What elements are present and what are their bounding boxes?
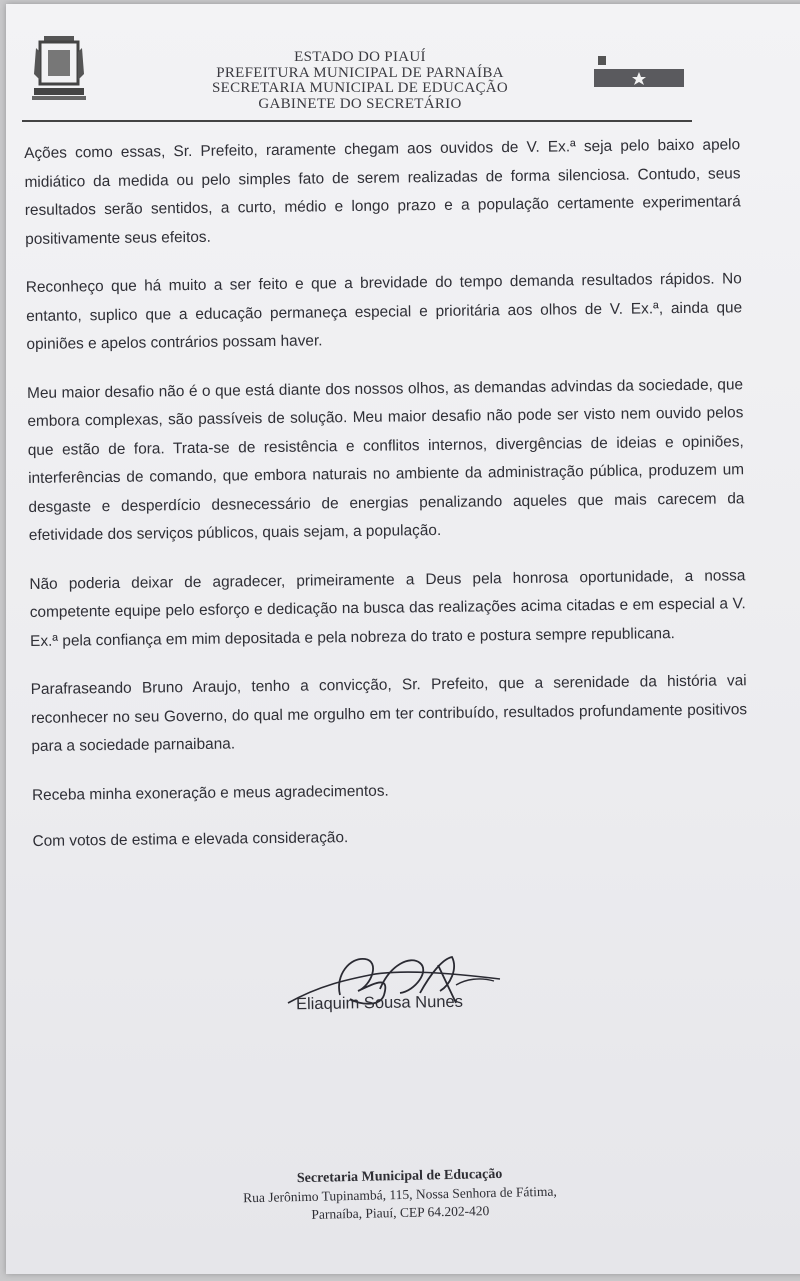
closing-line-2: Com votos de estima e elevada consideração. xyxy=(32,828,349,850)
letterhead xyxy=(150,50,570,112)
paragraph-5: Parafraseando Bruno Araujo, tenho a convicção, Sr. Prefeito, que a serenidade da história vai reconhecer no seu Governo, do qual me orgulho em ter contribuído, resultados profundamente positivos para a sociedade parnaibana. xyxy=(30,672,748,755)
paragraph-3: Meu maior desafio não é o que está diante dos nossos olhos, as demandas advindas da sociedade, que embora complexas, são passíveis de solução. Meu maior desafio não pode ser visto nem ouvido pelos que estão de fora. Trata-se de resistência e conflitos internos, divergências de ideias e opiniões, interferências de comando, que embora naturais no ambiente da administração pública, produzem um desgaste e desperdício desnecessário de energias penalizando aqueles que mais carecem da efetividade dos serviços públicos, quais sejam, a população. xyxy=(26,375,745,544)
signatory-name: Eliaquim Sousa Nunes xyxy=(295,992,464,1014)
paragraph-4: Não poderia deixar de agradecer, primeiramente a Deus pela honrosa oportunidade, a nossa competente equipe pelo esforço e dedicação na busca das realizações acima citadas e em especial a V. Ex.ª pela confiança em mim depositada e pela nobreza do trato e postura sempre republicana. xyxy=(29,566,746,650)
footer-secretaria: Secretaria Municipal de Educação xyxy=(296,1166,503,1187)
header-divider xyxy=(22,120,692,122)
footer-address xyxy=(179,1163,620,1226)
footer-city: Parnaíba, Piauí, CEP 64.202-420 xyxy=(311,1203,490,1222)
letterhead-state: ESTADO DO PIAUÍ xyxy=(294,49,426,65)
coat-of-arms-icon xyxy=(30,34,88,106)
letterhead-gabinete: GABINETE DO SECRETÁRIO xyxy=(258,95,462,112)
letterhead-secretaria: SECRETARIA MUNICIPAL DE EDUCAÇÃO xyxy=(211,80,509,96)
paragraph-2: Reconheço que há muito a ser feito e que a brevidade do tempo demanda resultados rápidos. No entanto, suplico que a educação permaneça especial e prioritária aos olhos de V. Ex.ª, ainda que opiniões e apelos contrários possam haver. xyxy=(25,270,743,353)
paragraph-1: Ações como essas, Sr. Prefeito, raramente chegam aos ouvidos de V. Ex.ª seja pelo baixo apelo midiático da medida ou pelo simples fato de serem realizadas de forma silenciosa. Contudo, seus resultados serão sentidos, a curto, médio e longo prazo e a população certamente experimentará positivamente seus efeitos. xyxy=(24,136,741,248)
letterhead-prefeitura: PREFEITURA MUNICIPAL DE PARNAÍBA xyxy=(216,64,504,81)
flag-icon xyxy=(594,54,686,94)
footer-street: Rua Jerônimo Tupinambá, 115, Nossa Senhora de Fátima, xyxy=(242,1183,557,1206)
closing-line-1: Receba minha exoneração e meus agradecimentos. xyxy=(31,782,389,804)
letter-body xyxy=(24,131,749,873)
